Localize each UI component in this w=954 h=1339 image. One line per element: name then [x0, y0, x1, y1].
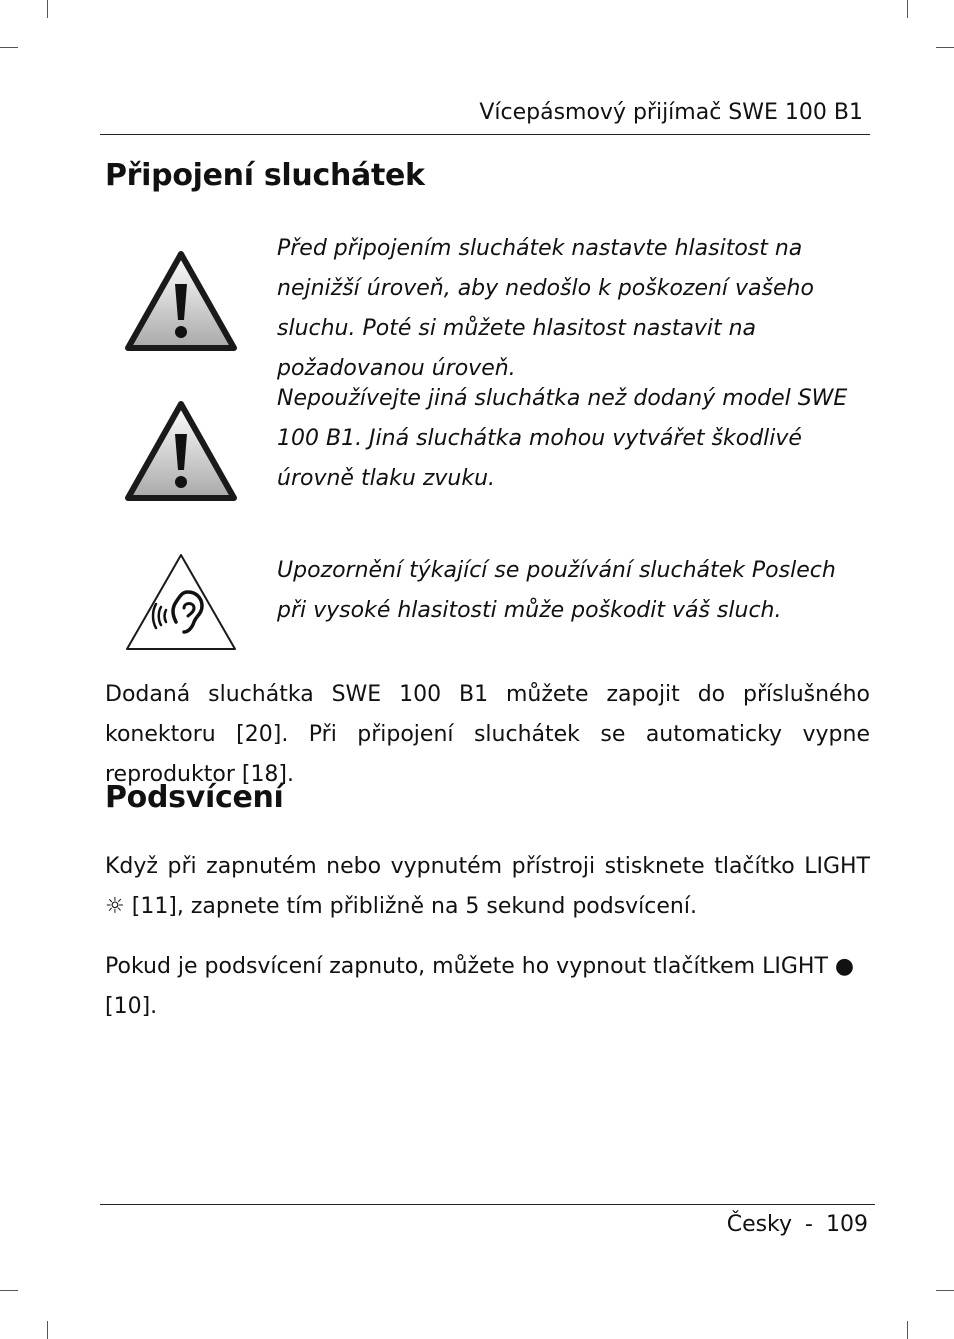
- exclamation-warning-icon: [124, 250, 238, 352]
- paragraph-text: Pokud je podsvícení zapnuto, můžete ho vypnout tlačítkem LIGHT: [105, 954, 828, 979]
- exclamation-warning-icon: [124, 400, 238, 502]
- paragraph-text: [10].: [105, 994, 158, 1019]
- crop-mark: [907, 1321, 908, 1339]
- paragraph-text: Když při zapnutém nebo vypnutém přístroji stisknete tlačítko LIGHT: [105, 854, 870, 879]
- body-paragraph: [105, 847, 870, 927]
- body-paragraph: [105, 947, 870, 1027]
- crop-mark: [0, 1290, 18, 1291]
- running-header: Vícepásmový přijímač SWE 100 B1: [479, 100, 863, 125]
- footer-rule: [100, 1204, 875, 1205]
- light-dot-icon: ●: [834, 954, 855, 979]
- crop-mark: [47, 1321, 48, 1339]
- page-number: 109: [826, 1212, 868, 1237]
- header-rule: [100, 134, 870, 135]
- section-heading-headphones: Připojení sluchátek: [105, 158, 425, 193]
- hearing-warning-icon: [124, 552, 238, 652]
- crop-mark: [936, 47, 954, 48]
- crop-mark: [0, 47, 18, 48]
- warning-text: Upozornění týkající se používání sluchátek Poslech při vysoké hlasitosti může poškodit váš sluch.: [277, 558, 836, 623]
- light-sun-icon: ☼: [105, 894, 125, 919]
- body-paragraph: Dodaná sluchátka SWE 100 B1 můžete zapojit do příslušného konektoru [20]. Při připojení sluchátek se automaticky vypne reproduktor [18].: [105, 682, 870, 787]
- crop-mark: [47, 0, 48, 18]
- section-heading-backlight: Podsvícení: [105, 780, 284, 815]
- footer-separator: -: [805, 1212, 813, 1237]
- crop-mark: [936, 1290, 954, 1291]
- warning-text: Před připojením sluchátek nastavte hlasitost na nejnižší úroveň, aby nedošlo k poškození vašeho sluchu. Poté si můžete hlasitost nastavit na požadovanou úroveň.: [277, 236, 814, 381]
- paragraph-text: [11], zapnete tím přibližně na 5 sekund podsvícení.: [131, 894, 697, 919]
- warning-text: Nepoužívejte jiná sluchátka než dodaný model SWE 100 B1. Jiná sluchátka mohou vytvářet škodlivé úrovně tlaku zvuku.: [277, 386, 848, 491]
- footer-language: Česky: [726, 1212, 793, 1237]
- page-footer: [727, 1212, 868, 1237]
- crop-mark: [907, 0, 908, 18]
